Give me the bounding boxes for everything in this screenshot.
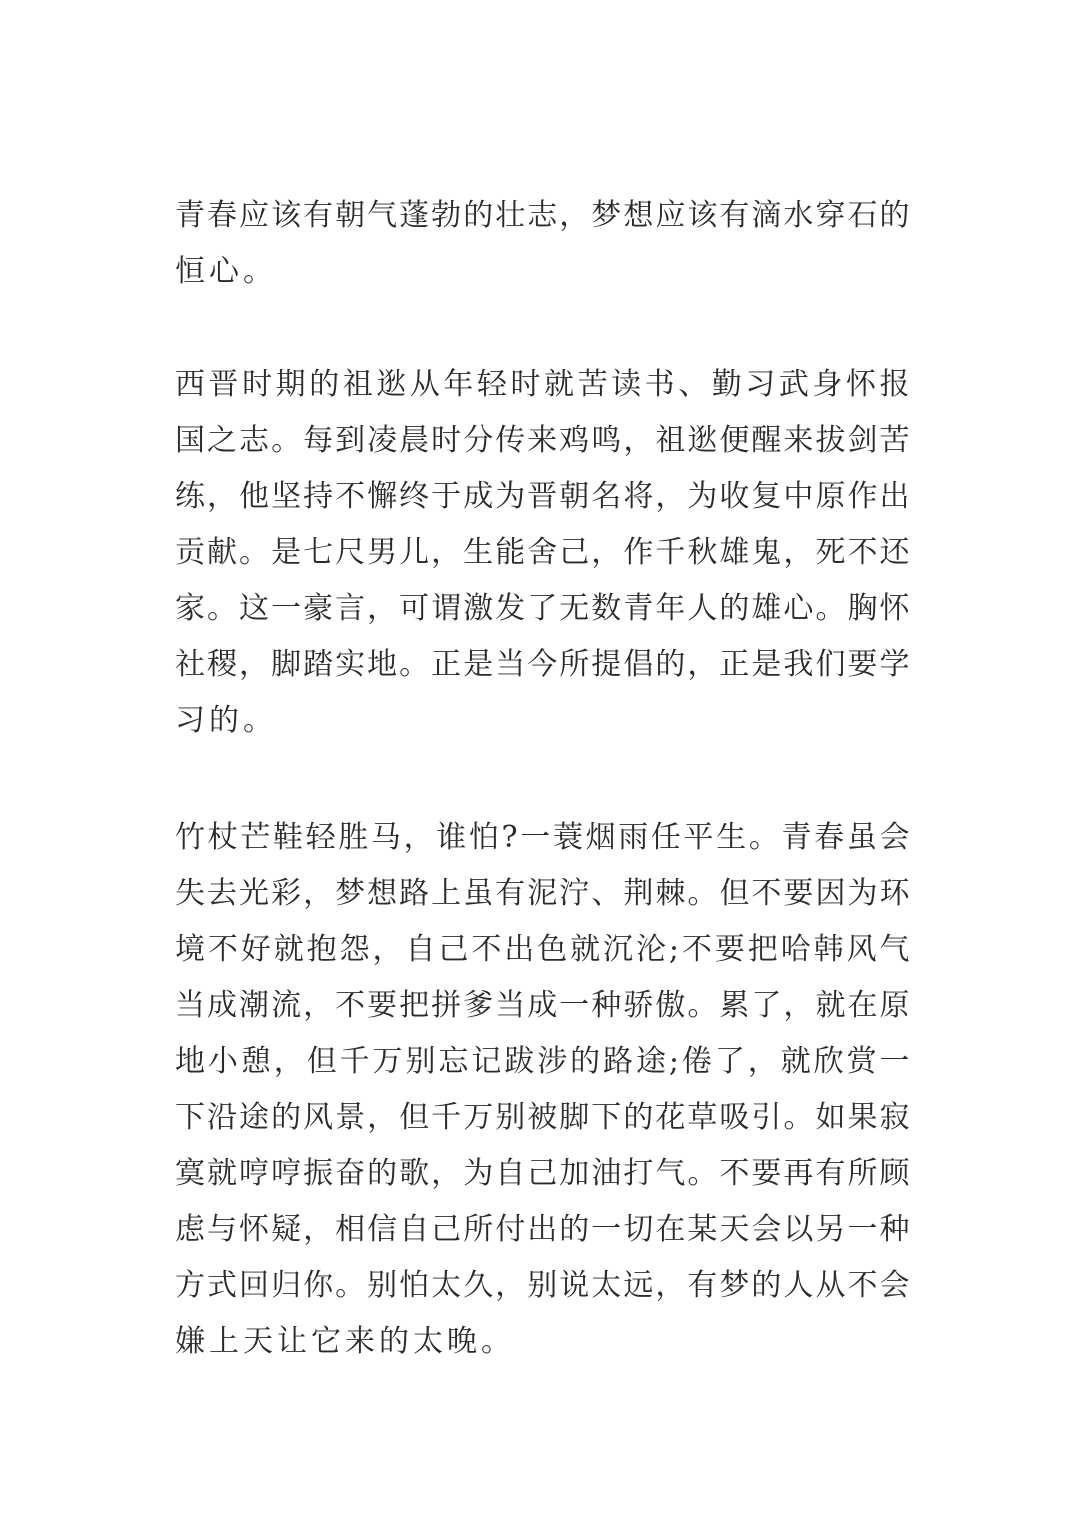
paragraph-zu-ti-story bbox=[175, 357, 910, 749]
paragraph-youth-aspiration bbox=[175, 188, 910, 300]
text-line: 西晋时期的祖逖从年轻时就苦读书、勤习武身怀报 bbox=[175, 367, 910, 402]
text-line: 当成潮流，不要把拼爹当成一种骄傲。累了，就在原 bbox=[175, 988, 910, 1023]
text-line: 地小憩，但千万别忘记跋涉的路途;倦了，就欣赏一 bbox=[175, 1044, 910, 1079]
text-line: 习的。 bbox=[175, 703, 277, 738]
text-line: 方式回归你。别怕太久，别说太远，有梦的人从不会 bbox=[175, 1268, 910, 1303]
text-line: 竹杖芒鞋轻胜马，谁怕?一蓑烟雨任平生。青春虽会 bbox=[175, 820, 910, 855]
text-line: 练，他坚持不懈终于成为晋朝名将，为收复中原作出 bbox=[175, 479, 910, 514]
text-line: 失去光彩，梦想路上虽有泥泞、荆棘。但不要因为环 bbox=[175, 876, 910, 911]
text-line: 寞就哼哼振奋的歌，为自己加油打气。不要再有所顾 bbox=[175, 1156, 910, 1191]
text-line: 青春应该有朝气蓬勃的壮志，梦想应该有滴水穿石的 bbox=[175, 198, 910, 233]
text-line: 虑与怀疑，相信自己所付出的一切在某天会以另一种 bbox=[175, 1212, 910, 1247]
text-line: 社稷，脚踏实地。正是当今所提倡的，正是我们要学 bbox=[175, 647, 910, 682]
text-line: 境不好就抱怨，自己不出色就沉沦;不要把哈韩风气 bbox=[175, 932, 910, 967]
text-line: 恒心。 bbox=[175, 254, 277, 289]
text-line: 家。这一豪言，可谓激发了无数青年人的雄心。胸怀 bbox=[175, 591, 910, 626]
text-line: 下沿途的风景，但千万别被脚下的花草吸引。如果寂 bbox=[175, 1100, 910, 1135]
text-line: 嫌上天让它来的太晚。 bbox=[175, 1324, 515, 1359]
text-line: 贡献。是七尺男儿，生能舍己，作千秋雄鬼，死不还 bbox=[175, 535, 910, 570]
text-line: 国之志。每到凌晨时分传来鸡鸣，祖逖便醒来拔剑苦 bbox=[175, 423, 910, 458]
paragraph-perseverance bbox=[175, 810, 910, 1370]
